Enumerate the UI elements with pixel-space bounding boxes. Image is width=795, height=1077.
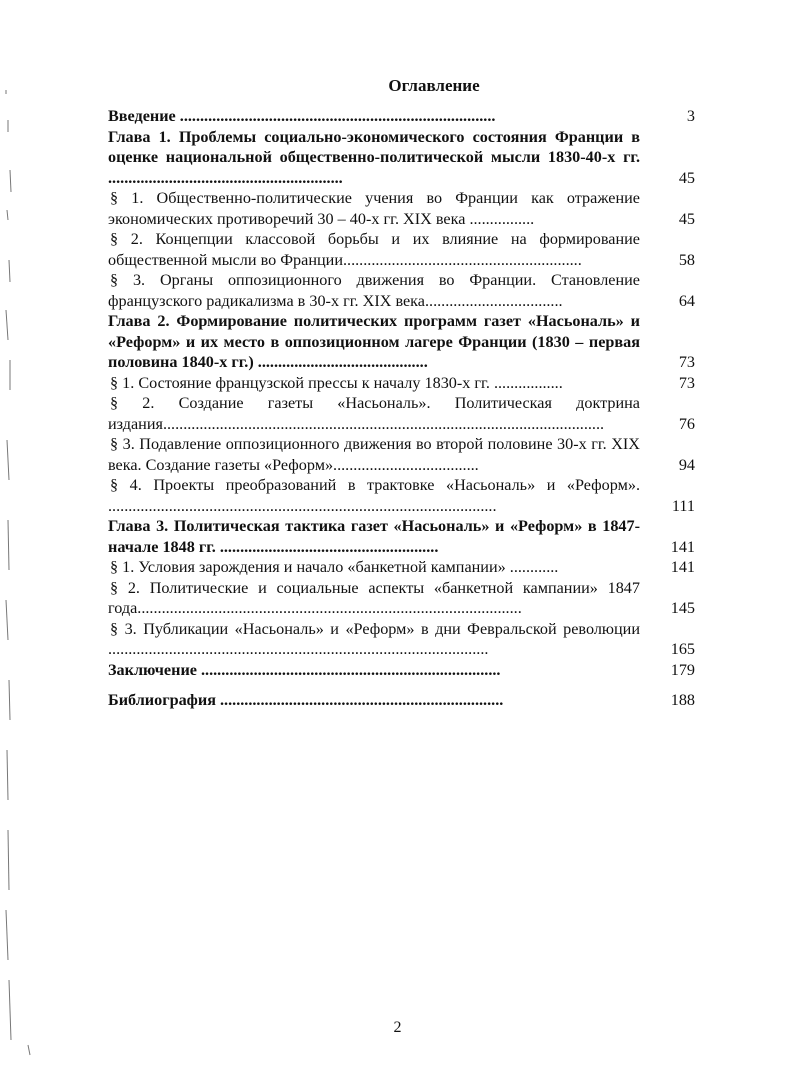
toc-entry-title: § 1. Общественно-политические учения во Франции как отражение экономических противоречий 30 – 40-х гг. XIX века ................	[108, 189, 640, 228]
toc-entry-title: Заключение ..........................................................................	[108, 660, 501, 679]
toc-entry-title: § 4. Проекты преобразований в трактовке «Насьональ» и «Реформ». ................................................................................................	[108, 476, 640, 515]
toc-entry[interactable]	[108, 690, 695, 711]
table-of-contents	[108, 106, 695, 711]
toc-entry[interactable]	[108, 393, 695, 434]
toc-entry[interactable]	[108, 434, 695, 475]
toc-entry-page: 76	[678, 414, 695, 433]
toc-entry[interactable]	[108, 475, 695, 516]
toc-entry-page: 188	[670, 691, 695, 709]
toc-entry-title: § 3. Органы оппозиционного движения во Франции. Становление французского радикализма в 30-х гг. XIX века..................................	[108, 271, 640, 310]
toc-entry-page: 111	[671, 496, 695, 515]
toc-entry[interactable]	[108, 270, 695, 311]
toc-entry-page: 45	[678, 209, 695, 228]
toc-entry[interactable]	[108, 373, 695, 394]
toc-entry-title: Глава 1. Проблемы социально-экономического состояния Франции в оценке национальной общественно-политической мысли 1830-40-х гг. ..........................................................	[108, 127, 640, 187]
toc-entry[interactable]	[108, 106, 695, 127]
toc-entry-title: Глава 2. Формирование политических программ газет «Насьональ» и «Реформ» и их место в оппозиционном лагере Франции (1830 – первая половина 1840-х гг.) ..........................................	[108, 312, 640, 371]
toc-entry-page: 73	[678, 353, 695, 371]
toc-entry-page: 94	[678, 455, 695, 474]
toc-entry-title: § 2. Создание газеты «Насьональ». Политическая доктрина издания.............................................................................................................	[108, 394, 640, 433]
toc-entry-page: 165	[670, 640, 695, 658]
toc-entry-title: § 3. Подавление оппозиционного движения во второй половине 30-х гг. XIX века. Создание газеты «Реформ»....................................	[108, 435, 640, 474]
toc-entry[interactable]	[108, 516, 695, 557]
toc-entry[interactable]	[108, 660, 695, 681]
page-title: Оглавление	[388, 76, 480, 95]
toc-entry[interactable]	[108, 557, 695, 578]
toc-entry[interactable]	[108, 127, 695, 189]
toc-entry-title: Библиография ......................................................................	[108, 691, 504, 709]
toc-entry[interactable]	[108, 188, 695, 229]
page-number: 2	[393, 1019, 402, 1036]
toc-entry-page: 179	[670, 660, 695, 679]
toc-entry[interactable]	[108, 619, 695, 660]
toc-entry-title: Введение ..............................................................................	[108, 107, 496, 125]
toc-entry[interactable]	[108, 229, 695, 270]
toc-entry-page: 64	[678, 291, 695, 310]
scan-margin-artifacts	[0, 60, 40, 1070]
toc-entry-page: 141	[670, 558, 695, 576]
toc-entry-page: 73	[678, 373, 695, 392]
toc-entry-page: 145	[670, 599, 695, 617]
toc-entry-title: § 3. Публикации «Насьональ» и «Реформ» в дни Февральской революции ..............................................................................................	[108, 619, 640, 658]
toc-entry-title: Глава 3. Политическая тактика газет «Насьональ» и «Реформ» в 1847- начале 1848 гг. ......................................................	[108, 517, 640, 556]
toc-entry-page: 45	[678, 168, 695, 187]
toc-entry-title: § 1. Условия зарождения и начало «банкетной кампании» ............	[110, 558, 559, 576]
toc-entry-page: 141	[670, 537, 695, 556]
toc-entry-title: § 1. Состояние французской прессы к началу 1830-х гг. .................	[110, 373, 563, 392]
toc-entry-page: 3	[686, 107, 695, 125]
toc-entry-page: 58	[678, 250, 695, 269]
toc-entry-title: § 2. Политические и социальные аспекты «банкетной кампании» 1847 года...............................................................................................	[108, 578, 640, 617]
toc-entry-title: § 2. Концепции классовой борьбы и их влияние на формирование общественной мысли во Франции...........................................................	[108, 230, 640, 269]
toc-entry[interactable]	[108, 311, 695, 373]
entry-gap	[108, 680, 695, 690]
toc-entry[interactable]	[108, 578, 695, 619]
